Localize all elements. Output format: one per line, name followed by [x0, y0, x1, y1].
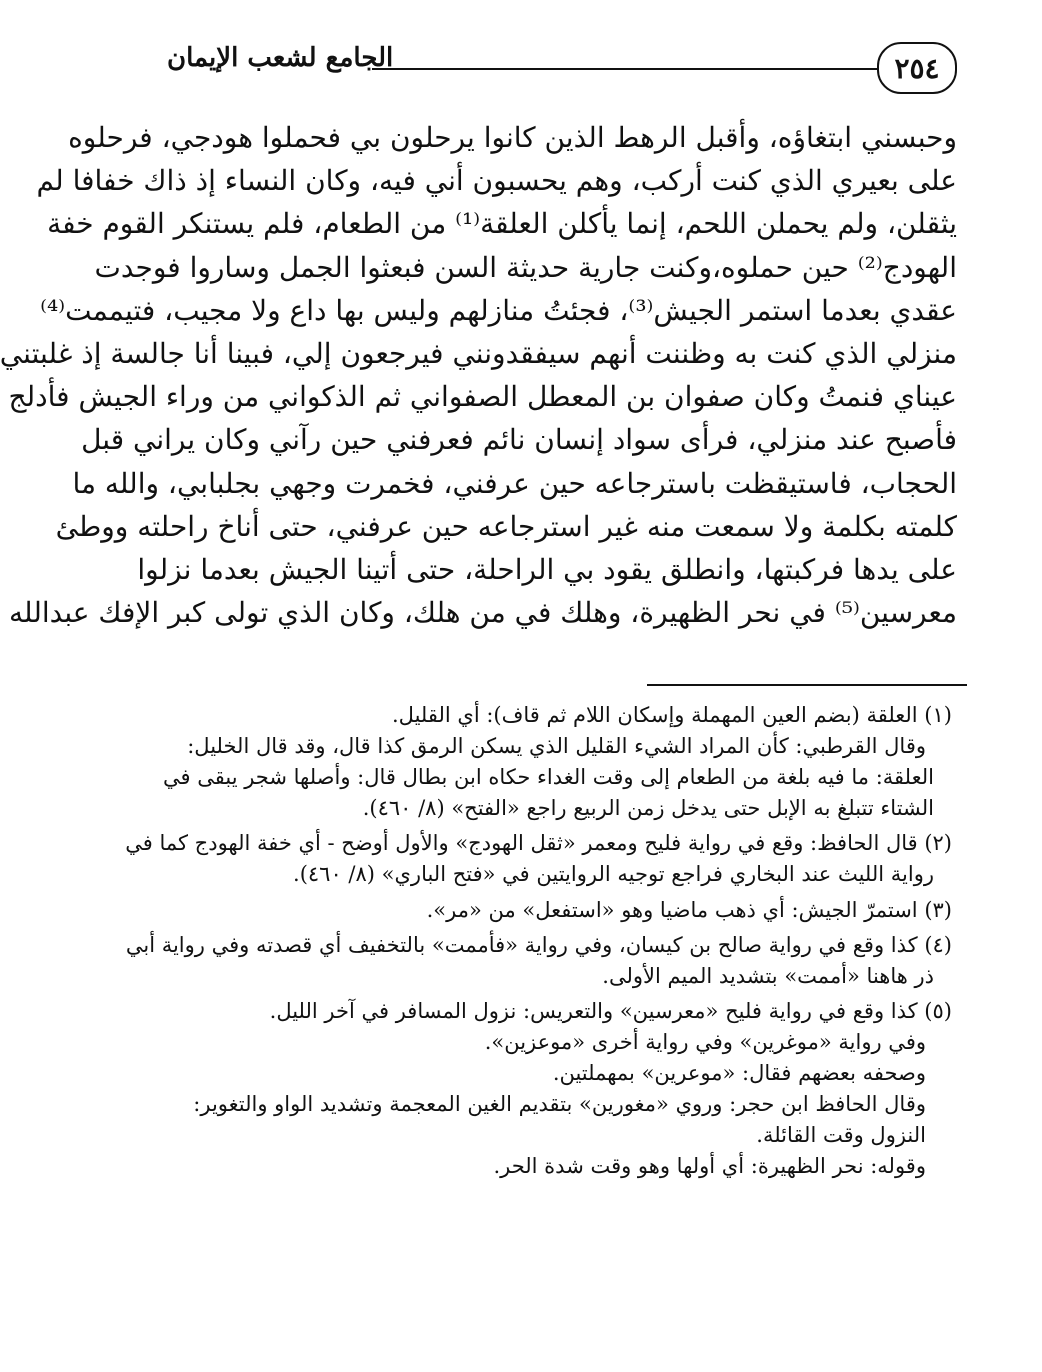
- footnote-line: (٤) كذا وقع في رواية صالح بن كيسان، وفي رواية «فأممت» بالتخفيف أي قصدته وفي رواية أبي: [125, 932, 952, 957]
- text-line: فأصبح عند منزلي، فرأى سواد إنسان نائم فعرفني حين رآني وكان يراني قبل: [81, 423, 957, 457]
- page-number: ٢٥٤: [894, 51, 940, 85]
- text-line: على بعيري الذي كنت أركب، وهم يحسبون أني فيه، وكان النساء إذ ذاك خفافا لم: [36, 164, 957, 198]
- footnote-line: (٣) استمرّ الجيش: أي ذهب ماضيا وهو «استفعل» من «مر».: [426, 897, 952, 922]
- footnote-3: [175, 895, 952, 926]
- footnote-line: (٥) كذا وقع في رواية فليح «معرسين» والتعريس: نزول المسافر في آخر الليل.: [269, 998, 952, 1023]
- footnote-1: [163, 700, 952, 824]
- footnote-line: وقوله: نحر الظهيرة: أي أولها وهو وقت شدة الحر.: [493, 1154, 926, 1179]
- footnote-line: النزول وقت القائلة.: [756, 1123, 926, 1148]
- footnote-line: (٢) قال الحافظ: وقع في رواية فليح ومعمر «ثقل الهودج» والأول أوضح - أي خفة الهودج كما في: [125, 831, 952, 856]
- text-line: على يدها فركبتها، وانطلق يقود بي الراحلة، حتى أتينا الجيش بعدما نزلوا: [137, 553, 957, 587]
- text-line: عيناي فنمتُ وكان صفوان بن المعطل الصفواني ثم الذكواني من وراء الجيش فأدلج: [8, 380, 957, 414]
- book-title: الجامع لشعب الإيمان: [167, 43, 394, 73]
- footnote-line: وفي رواية «موغرين» وفي رواية أخرى «موعزين».: [484, 1029, 926, 1054]
- text-line: عقدي بعدما استمر الجيش⁽³⁾، فجئتُ منازلهم وليس بها داع ولا مجيب، فتيممت⁽⁴⁾: [40, 293, 957, 327]
- text-line: معرسين⁽⁵⁾ في نحر الظهيرة، وهلك في من هلك، وكان الذي تولى كبر الإفك عبدالله: [9, 596, 957, 630]
- header-rule: [372, 68, 877, 70]
- text-line: كلمته بكلمة ولا سمعت منه غير استرجاعه حين عرفني، حتى أناخ راحلته ووطئ: [55, 509, 957, 543]
- footnote-line: وقال القرطبي: كأن المراد الشيء القليل الذي يسكن الرمق كذا قال، وقد قال الخليل:: [187, 734, 926, 759]
- footnotes: [125, 700, 952, 1182]
- footnote-4: [125, 930, 952, 992]
- footnote-line: رواية الليث عند البخاري فراجع توجيه الروايتين في «فتح الباري» (٨/ ٤٦٠).: [293, 862, 934, 887]
- text-line: الهودج⁽²⁾ حين حملوه،وكنت جارية حديثة السن فبعثوا الجمل وساروا فوجدت: [94, 250, 957, 284]
- footnote-line: العلقة: ما فيه بلغة من الطعام إلى وقت الغداء حكاه ابن بطال قال: وأصلها شجر يبقى في: [163, 765, 934, 790]
- main-text: [0, 116, 957, 634]
- text-line: يثقلن، ولم يحملن اللحم، إنما يأكلن العلقة⁽¹⁾ من الطعام، فلم يستنكر القوم خفة: [47, 207, 957, 241]
- footnote-line: وقال الحافظ ابن حجر: وروي «مغورين» بتقديم الغين المعجمة وتشديد الواو والتغوير:: [193, 1092, 926, 1117]
- running-header: [167, 40, 957, 110]
- footnote-line: وصحفه بعضهم فقال: «موعرين» بمهملتين.: [552, 1061, 926, 1086]
- page-number-frame: [877, 42, 957, 94]
- footnote-5: [175, 996, 952, 1183]
- text-line: الحجاب، فاستيقظت باسترجاعه حين عرفني، فخمرت وجهي بجلبابي، والله ما: [72, 466, 957, 500]
- text-line: وحبسني ابتغاؤه، وأقبل الرهط الذين كانوا يرحلون بي فحملوا هودجي، فرحلوه: [68, 121, 957, 154]
- footnote-line: (١) العلقة (بضم العين المهملة وإسكان اللام ثم قاف): أي القليل.: [392, 703, 952, 727]
- footnote-separator: [647, 684, 967, 686]
- footnote-line: ذر هاهنا «أممت» بتشديد الميم الأولى.: [602, 963, 934, 988]
- text-line: منزلي الذي كنت به وظننت أنهم سيفقدونني فيرجعون إلي، فبينا أنا جالسة إذ غلبتني: [0, 337, 957, 371]
- footnote-2: [125, 828, 952, 890]
- footnote-line: الشتاء تتبلغ به الإبل حتى يدخل زمن الربيع راجع «الفتح» (٨/ ٤٦٠).: [362, 796, 934, 821]
